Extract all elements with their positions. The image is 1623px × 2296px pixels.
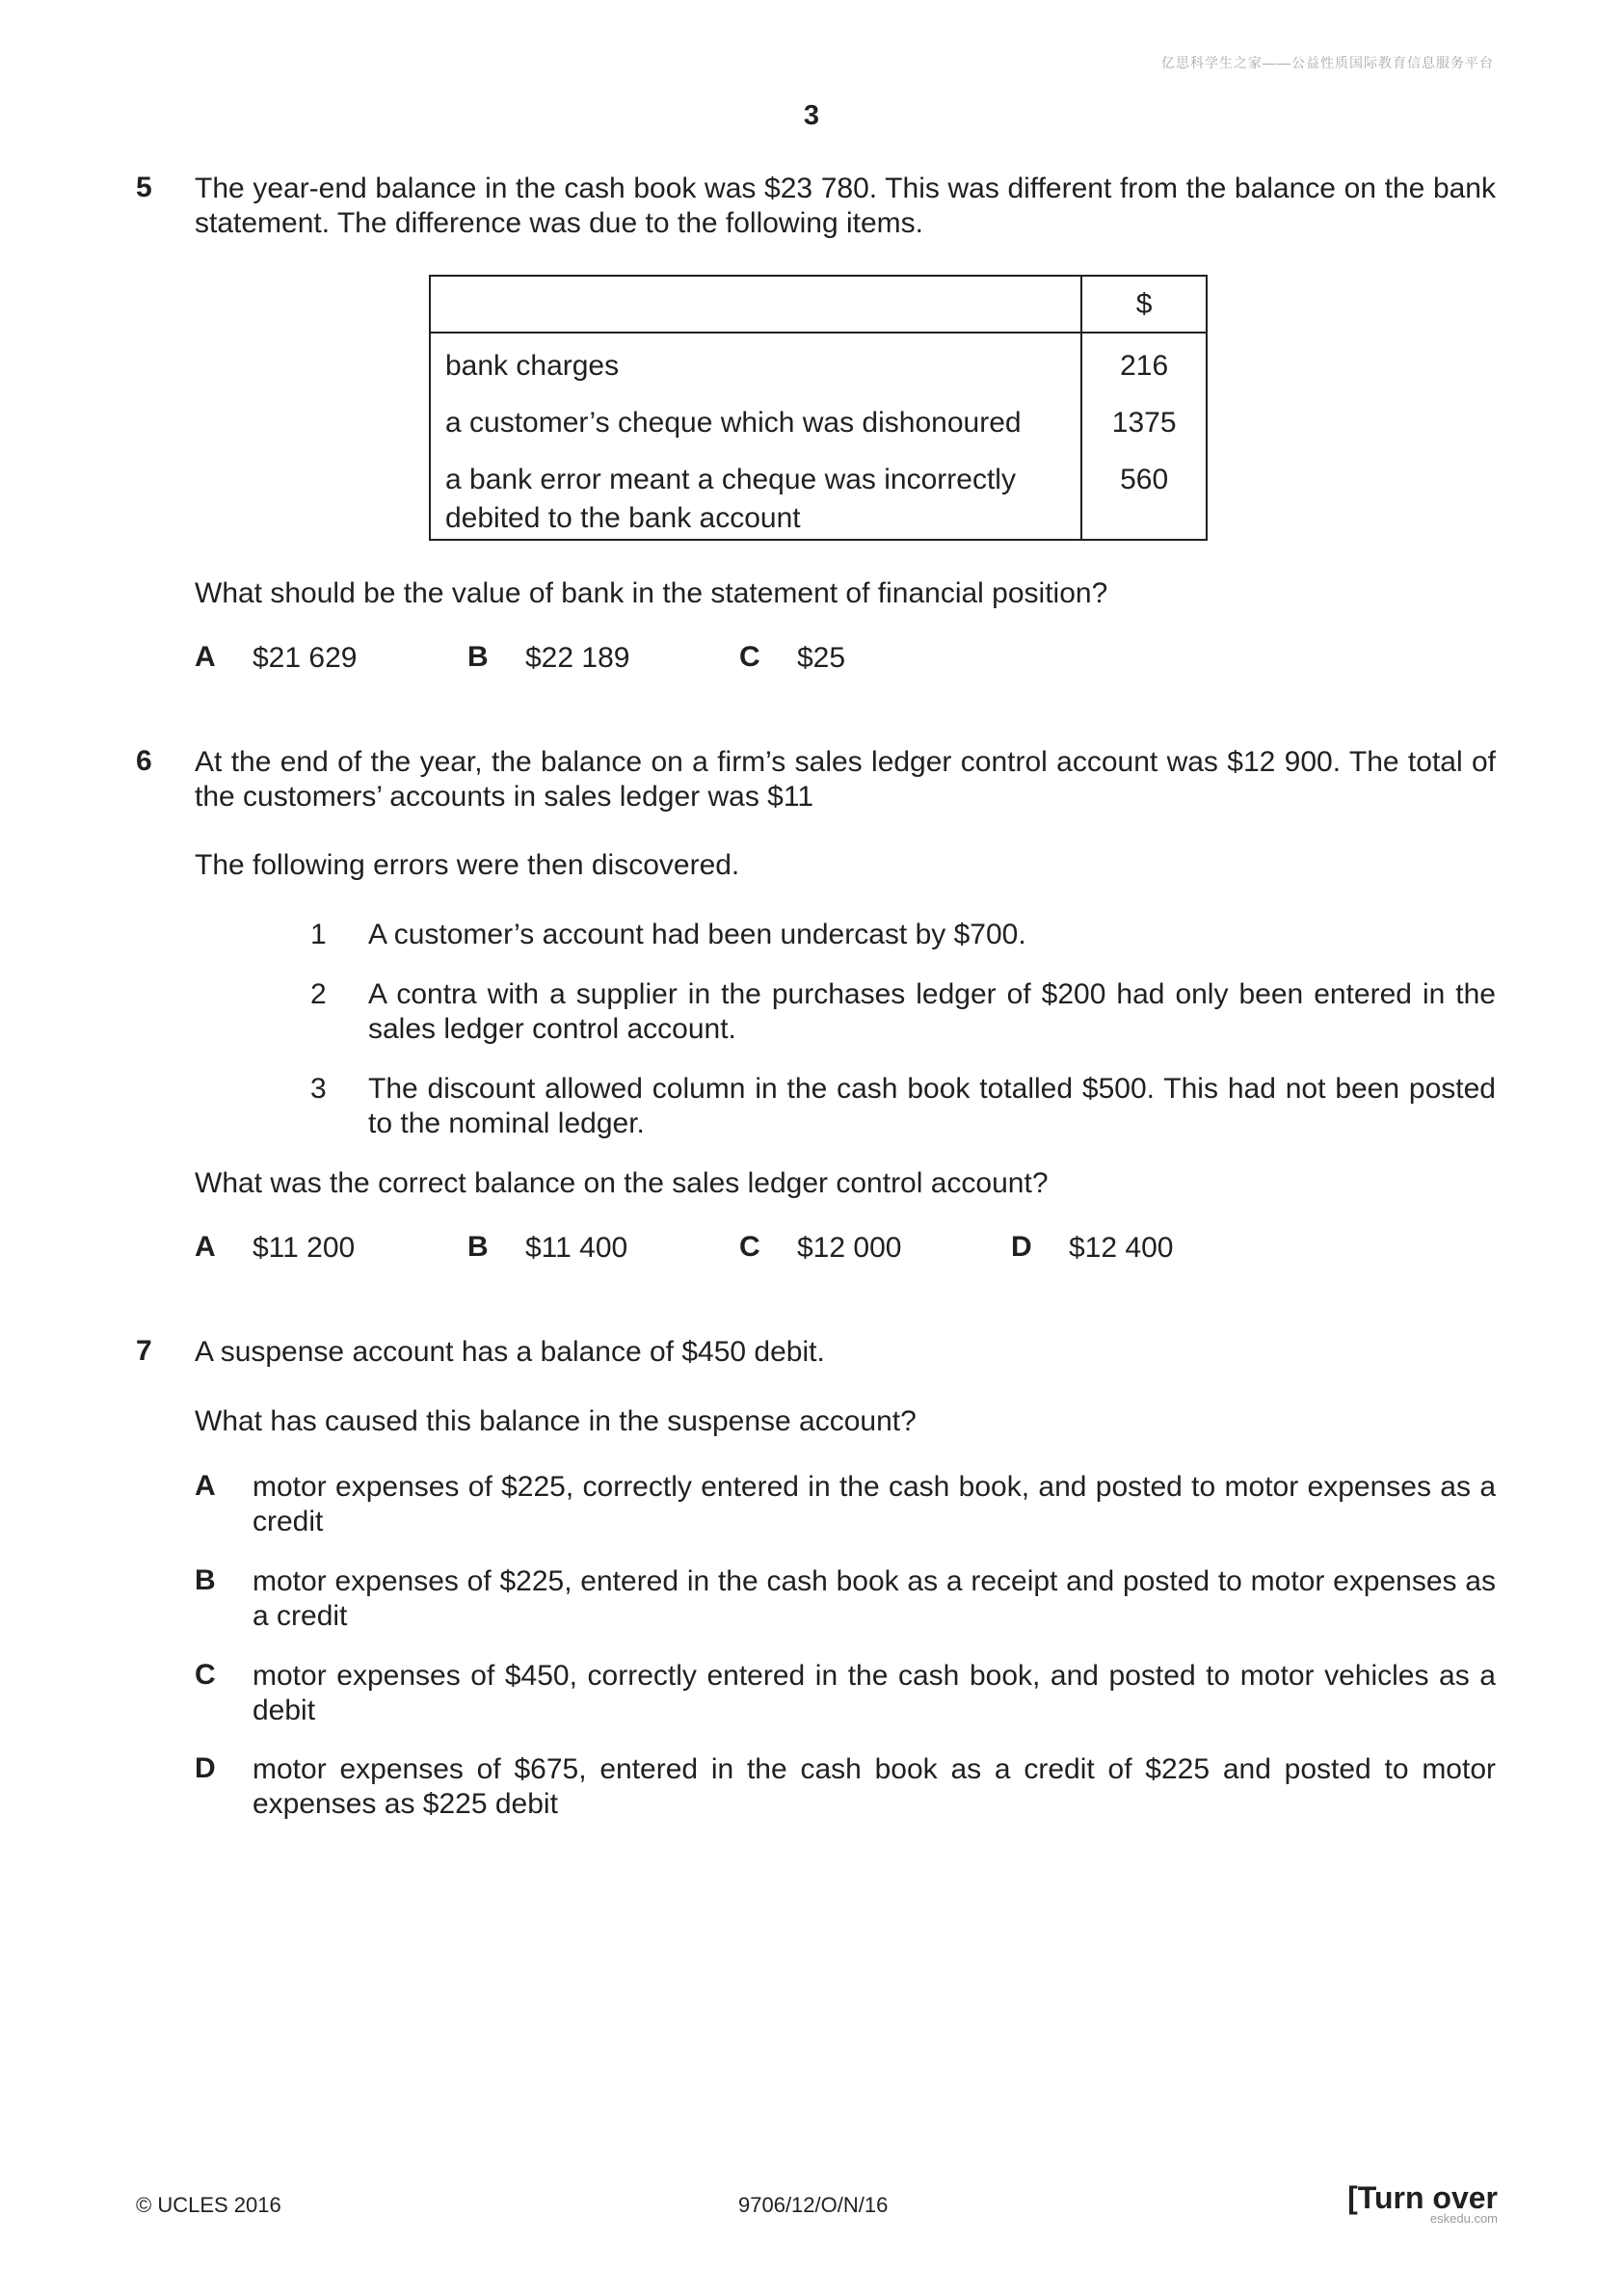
watermark-text: 亿思科学生之家——公益性质国际教育信息服务平台 xyxy=(1161,55,1494,70)
option-letter: D xyxy=(1011,1231,1032,1263)
option-letter: B xyxy=(467,1231,489,1263)
error-text: A customer’s account had been undercast by $700. xyxy=(368,919,1026,950)
error-number: 2 xyxy=(310,978,327,1010)
question-prompt: What was the correct balance on the sales ledger control account? xyxy=(195,1167,1049,1199)
option-letter: B xyxy=(467,641,489,673)
question-intro: The following errors were then discovered. xyxy=(195,849,740,881)
option-text: motor expenses of $225, correctly entered in the cash book, and posted to motor expenses as a credit xyxy=(253,1471,1496,1537)
question-number: 7 xyxy=(136,1335,152,1367)
paper-code: 9706/12/O/N/16 xyxy=(738,2193,889,2217)
error-text: The discount allowed column in the cash book totalled $500. This had not been posted to the nominal ledger. xyxy=(368,1073,1496,1139)
option-text: $12 000 xyxy=(797,1232,902,1264)
question-stem: The year-end balance in the cash book was $23 780. This was different from the balance on the bank statement. The difference was due to the following items. xyxy=(195,173,1496,239)
table-cell-item: a customer’s cheque which was dishonoured xyxy=(430,386,1081,442)
question-prompt: What has caused this balance in the suspense account? xyxy=(195,1405,917,1437)
table-header-row xyxy=(430,276,1207,333)
error-text: A contra with a supplier in the purchases ledger of $200 had only been entered in the sales ledger control account. xyxy=(368,978,1496,1045)
table-cell-value: 216 xyxy=(1081,333,1207,386)
reconciliation-table xyxy=(429,275,1208,541)
turn-over-text: [Turn over xyxy=(1347,2180,1498,2215)
option-text: motor expenses of $225, entered in the cash book as a receipt and posted to motor expenses as a credit xyxy=(253,1565,1496,1632)
option-text: $21 629 xyxy=(253,642,358,674)
site-mark: eskedu.com xyxy=(1429,2211,1498,2226)
table-header-blank xyxy=(430,276,1081,333)
option-text: $11 400 xyxy=(525,1232,628,1264)
table-row xyxy=(430,333,1207,386)
option-text: $22 189 xyxy=(525,642,630,674)
question-number: 5 xyxy=(136,172,152,203)
option-letter: C xyxy=(739,641,760,673)
table-row xyxy=(430,386,1207,442)
table-cell-item: a bank error meant a cheque was incorrectly debited to the bank account xyxy=(430,442,1081,540)
question-stem: A suspense account has a balance of $450 debit. xyxy=(195,1336,825,1368)
question-number: 6 xyxy=(136,745,152,777)
option-letter: A xyxy=(195,641,216,673)
page-number: 3 xyxy=(803,100,820,131)
currency-header: $ xyxy=(1081,276,1207,333)
table-cell-item: bank charges xyxy=(430,333,1081,386)
option-text: motor expenses of $450, correctly entered in the cash book, and posted to motor vehicles as a debit xyxy=(253,1660,1496,1726)
option-letter: A xyxy=(195,1470,216,1502)
question-prompt: What should be the value of bank in the statement of financial position? xyxy=(195,577,1108,609)
option-text: $25 xyxy=(797,642,846,674)
error-number: 3 xyxy=(310,1073,327,1105)
copyright-text: © UCLES 2016 xyxy=(136,2193,281,2217)
table-cell-value: 1375 xyxy=(1081,386,1207,442)
option-letter: A xyxy=(195,1231,216,1263)
table-cell-value: 560 xyxy=(1081,442,1207,540)
option-text: $11 200 xyxy=(253,1232,356,1264)
error-number: 1 xyxy=(310,919,327,950)
option-letter: C xyxy=(739,1231,760,1263)
option-letter: C xyxy=(195,1659,216,1691)
option-letter: D xyxy=(195,1752,216,1784)
table-row xyxy=(430,442,1207,540)
option-letter: B xyxy=(195,1564,216,1596)
option-text: $12 400 xyxy=(1069,1232,1174,1264)
question-stem: At the end of the year, the balance on a firm’s sales ledger control account was $12 900. The total of the customers’ accounts in sales ledger was $11 xyxy=(195,746,1496,813)
option-text: motor expenses of $675, entered in the cash book as a credit of $225 and posted to motor expenses as $225 debit xyxy=(253,1753,1496,1820)
